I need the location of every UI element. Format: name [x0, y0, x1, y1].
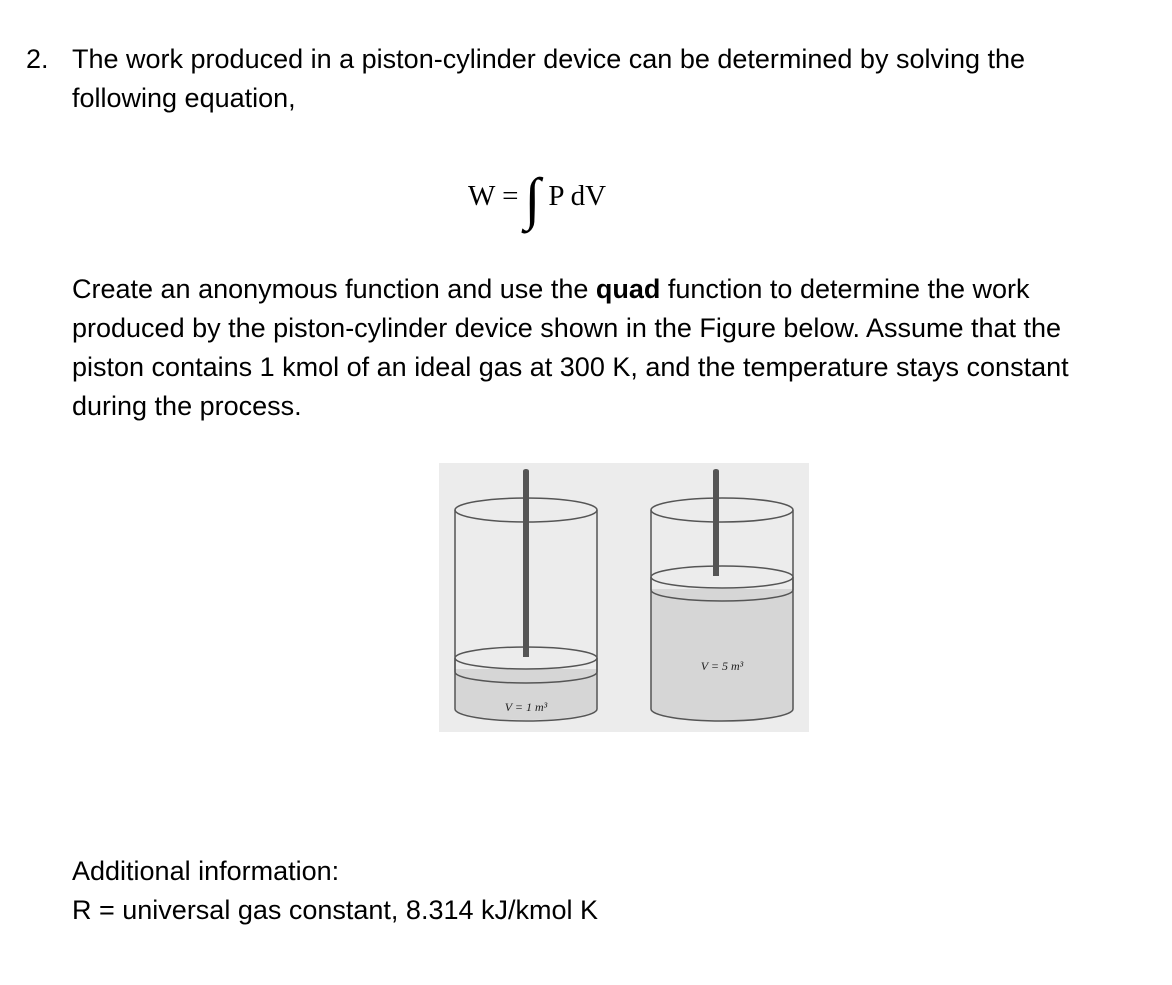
right-volume-label: V = 5 m³ [700, 659, 744, 673]
left-volume-label: V = 1 m³ [504, 700, 548, 714]
left-cylinder [455, 469, 597, 721]
task-text [72, 270, 1069, 426]
question-number: 2. [26, 44, 49, 74]
left-piston-rod [523, 471, 529, 657]
right-cylinder [651, 469, 793, 721]
additional-heading: Additional information: [72, 856, 340, 886]
question-line-2: following equation, [72, 83, 296, 113]
piston-cylinder-figure [439, 463, 809, 732]
right-piston-rod [713, 471, 719, 576]
integral-symbol: ∫ [524, 165, 541, 231]
question-line-1: The work produced in a piston-cylinder device can be determined by solving the [72, 44, 1026, 74]
piston-cylinder-diagram [439, 463, 809, 732]
task-line-4: during the process. [72, 391, 302, 421]
quad-keyword: quad [595, 274, 661, 304]
additional-info [72, 852, 598, 930]
task-line-1-end: function to determine the work [660, 274, 1030, 304]
equation-integrand: P dV [548, 179, 607, 212]
question-text [72, 40, 1162, 118]
equation-lhs: W = [468, 179, 519, 212]
gas-constant-line: R = universal gas constant, 8.314 kJ/kmol K [72, 895, 599, 925]
task-line-3: piston contains 1 kmol of an ideal gas at 300 K, and the temperature stays constant [72, 352, 1069, 382]
task-line-2: produced by the piston-cylinder device shown in the Figure below. Assume that the [72, 313, 1062, 343]
task-line-1-start: Create an anonymous function and use the [72, 274, 596, 304]
task-line-1 [72, 270, 1069, 309]
work-equation [468, 160, 606, 232]
